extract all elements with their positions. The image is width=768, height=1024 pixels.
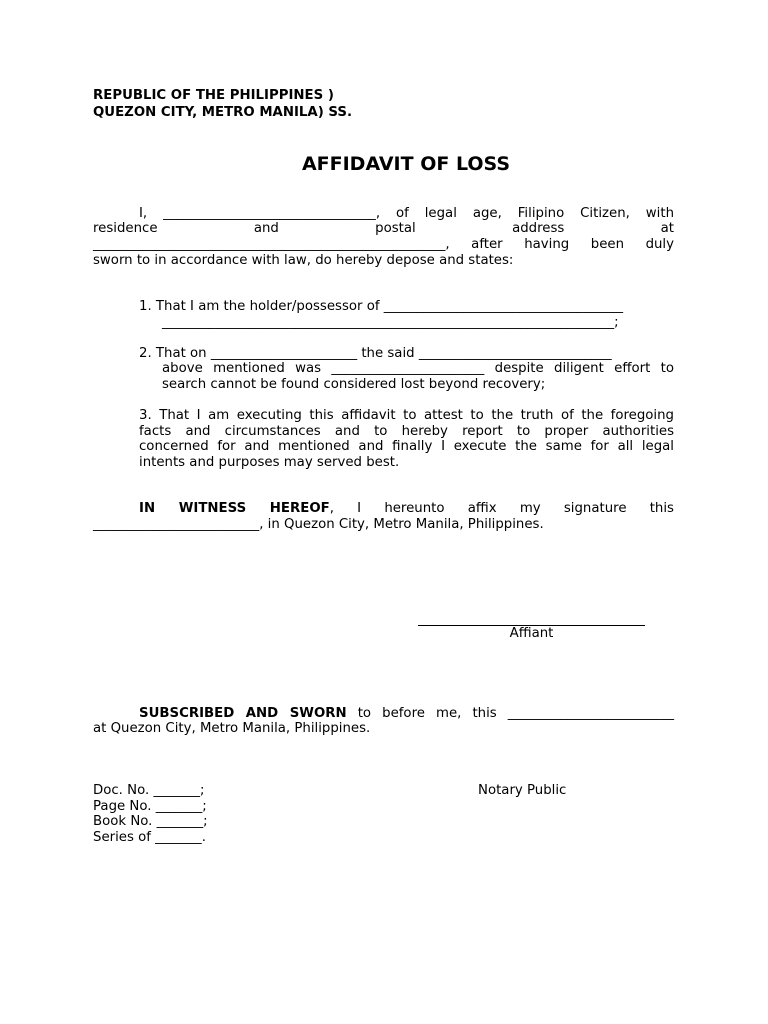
item-2-line-1: 2. That on ______________________ the said _____________________________ <box>139 346 612 361</box>
book-number: Book No. _______; <box>93 814 208 829</box>
page-number: Page No. _______; <box>93 799 207 814</box>
series-number: Series of _______. <box>93 830 206 845</box>
subscribed-line-2: at Quezon City, Metro Manila, Philippines. <box>93 721 371 736</box>
intro-line-3: _____________________________________________________, after having been duly <box>93 237 674 252</box>
item-1-line-1: 1. That I am the holder/possessor of ____________________________________ <box>139 299 624 314</box>
subscribed-text: to before me, this _________________________ <box>346 706 674 721</box>
item-2-line-3: search cannot be found considered lost beyond recovery; <box>162 377 546 392</box>
witness-heading: IN WITNESS HEREOF <box>139 501 330 516</box>
item-3-line-2: facts and circumstances and to hereby report to proper authorities <box>139 424 674 439</box>
item-1-line-2: ____________________________________________________________________; <box>162 315 619 330</box>
header-line-2: QUEZON CITY, METRO MANILA) SS. <box>93 105 353 120</box>
document-title: AFFIDAVIT OF LOSS <box>301 153 511 175</box>
subscribed-line-1 <box>139 706 674 722</box>
item-2-line-2: above mentioned was _______________________ despite diligent effort to <box>162 361 674 376</box>
item-3-line-3: concerned for and mentioned and finally I execute the same for all legal <box>139 439 674 454</box>
header-line-1: REPUBLIC OF THE PHILIPPINES ) <box>93 88 334 103</box>
witness-line-2: _________________________, in Quezon City, Metro Manila, Philippines. <box>93 517 544 532</box>
affiant-label: Affiant <box>509 626 554 641</box>
notary-public-label: Notary Public <box>478 783 567 798</box>
doc-number: Doc. No. _______; <box>93 783 205 798</box>
intro-line-4: sworn to in accordance with law, do hereby depose and states: <box>93 253 514 268</box>
intro-line-1: I, ________________________________, of legal age, Filipino Citizen, with <box>139 206 674 221</box>
witness-text: , I hereunto affix my signature this <box>329 501 674 516</box>
intro-line-2: residence and postal address at <box>93 221 674 236</box>
item-3-line-4: intents and purposes may served best. <box>139 455 400 470</box>
subscribed-heading: SUBSCRIBED AND SWORN <box>139 706 347 721</box>
witness-line-1 <box>139 501 674 517</box>
item-3-line-1: 3. That I am executing this affidavit to attest to the truth of the foregoing <box>139 408 674 423</box>
